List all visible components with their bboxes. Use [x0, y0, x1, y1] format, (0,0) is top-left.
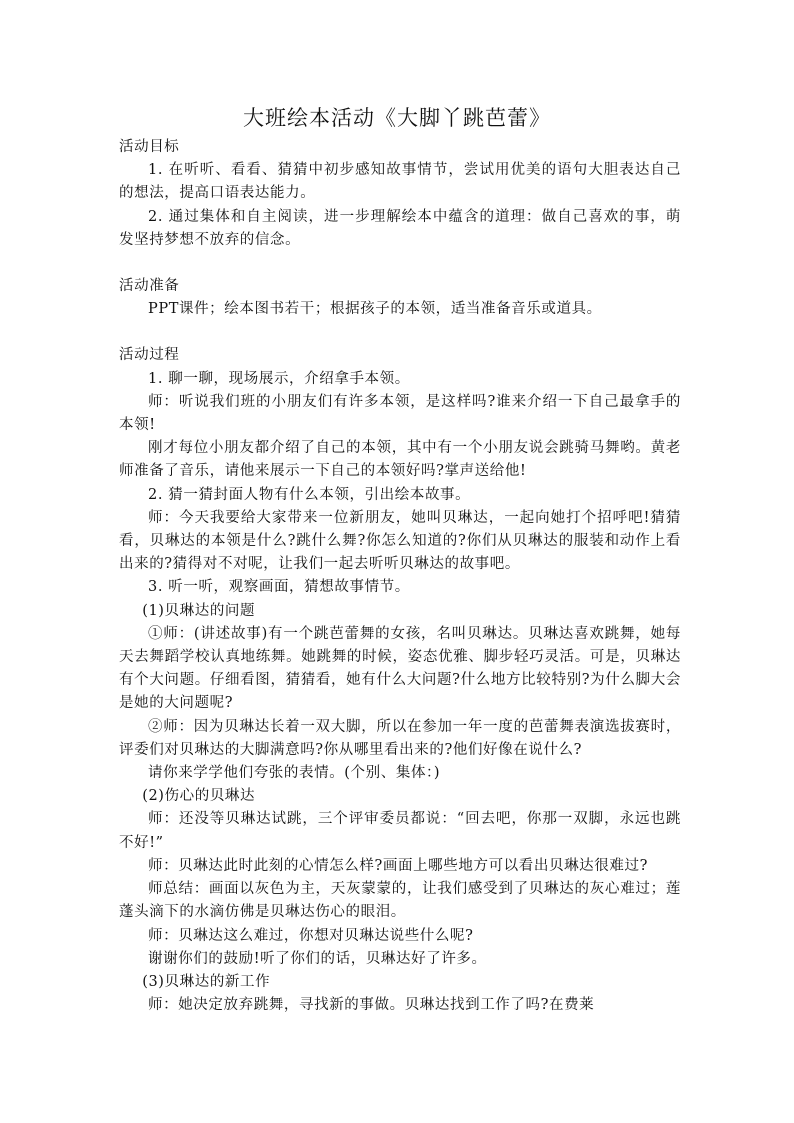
- process-paragraph: 刚才每位小朋友都介绍了自己的本领，其中有一个小朋友说会跳骑马舞哟。黄老师准备了音乐，请他来展示一下自己的本领好吗?掌声送给他!: [119, 440, 681, 480]
- process-step: 1. 聊一聊，现场展示，介绍拿手本领。: [148, 370, 410, 387]
- goal-item: 1. 在听听、看看、猜猜中初步感知故事情节，尝试用优美的语句大胆表达自己的想法，提高口语表达能力。: [119, 162, 681, 202]
- section-heading-prep: 活动准备: [119, 278, 180, 295]
- goal-item: 2. 通过集体和自主阅读，进一步理解绘本中蕴含的道理：做自己喜欢的事，萌发坚持梦想不放弃的信念。: [119, 208, 681, 248]
- process-paragraph: 谢谢你们的鼓励!听了你们的话，贝琳达好了许多。: [148, 950, 487, 967]
- paragraph-gap: [119, 252, 681, 275]
- process-subheading: (1)贝琳达的问题: [142, 602, 256, 619]
- section-heading-goals: 活动目标: [119, 139, 180, 155]
- process-paragraph: 师：听说我们班的小朋友们有许多本领，是这样吗?谁来介绍一下自己最拿手的本领!: [119, 393, 681, 434]
- document-body: [119, 136, 681, 1017]
- process-paragraph: 师：今天我要给大家带来一位新朋友，她叫贝琳达，一起向她打个招呼吧!猜猜看，贝琳达的本领是什么?跳什么舞?你怎么知道的?你们从贝琳达的服装和动作上看出来的?猜得对不对呢，让我们一起去听听贝琳达的故事吧。: [119, 509, 681, 573]
- process-paragraph: 请你来学学他们夸张的表情。(个别、集体：): [148, 765, 441, 782]
- process-paragraph: ②师：因为贝琳达长着一双大脚，所以在参加一年一度的芭蕾舞表演选拔赛时，评委们对贝琳达的大脚满意吗?你从哪里看出来的?他们好像在说什么?: [119, 718, 681, 758]
- paragraph-gap: [119, 321, 681, 344]
- process-paragraph: 师总结：画面以灰色为主，天灰蒙蒙的，让我们感受到了贝琳达的灰心难过；莲蓬头滴下的水滴仿佛是贝琳达伤心的眼泪。: [119, 881, 681, 921]
- prep-text: PPT课件；绘本图书若干；根据孩子的本领，适当准备音乐或道具。: [148, 301, 602, 318]
- section-heading-process: 活动过程: [119, 347, 180, 364]
- process-paragraph: ①师：(讲述故事)有一个跳芭蕾舞的女孩，名叫贝琳达。贝琳达喜欢跳舞，她每天去舞蹈学校认真地练舞。她跳舞的时候，姿态优雅、脚步轻巧灵活。可是，贝琳达有个大问题。仔细看图，猜猜看，她有什么大问题?什么地方比较特别?为什么脚大会是她的大问题呢?: [119, 625, 681, 712]
- process-paragraph: 师：她决定放弃跳舞，寻找新的事做。贝琳达找到工作了吗?在费莱: [148, 997, 595, 1014]
- process-paragraph: 师：还没等贝琳达试跳，三个评审委员都说：“回去吧，你那一双脚，永远也跳不好!”: [119, 811, 681, 851]
- process-paragraph: 师：贝琳达此时此刻的心情怎么样?画面上哪些地方可以看出贝琳达很难过?: [148, 857, 648, 874]
- process-paragraph: 师：贝琳达这么难过，你想对贝琳达说些什么呢?: [148, 927, 474, 944]
- process-subheading: (2)伤心的贝琳达: [142, 788, 256, 805]
- process-step: 2. 猜一猜封面人物有什么本领，引出绘本故事。: [148, 486, 471, 503]
- page-title: 大班绘本活动《大脚丫跳芭蕾》: [243, 106, 551, 130]
- process-step: 3. 听一听，观察画面，猜想故事情节。: [148, 579, 410, 596]
- process-subheading: (3)贝琳达的新工作: [142, 973, 271, 990]
